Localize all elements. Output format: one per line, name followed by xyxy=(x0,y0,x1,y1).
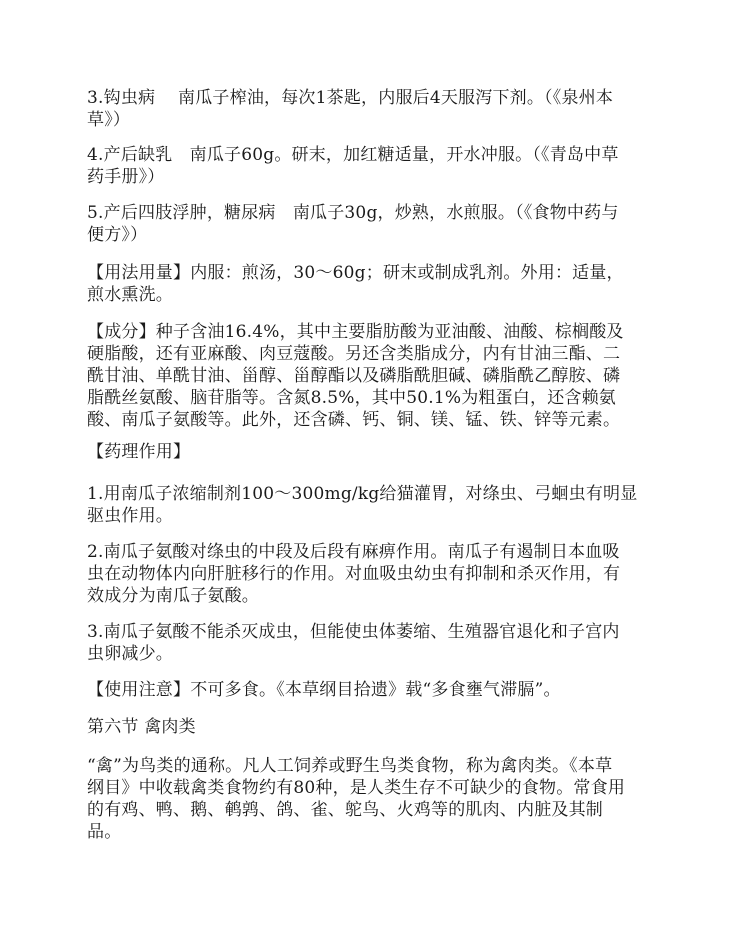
remedy-postpartum-edema xyxy=(87,202,645,246)
section-heading-poultry xyxy=(87,716,645,738)
text-line: 4.产后缺乳 南瓜子60g。研末，加红糖适量，开水冲服。（《青岛中草 xyxy=(87,145,619,165)
text-line: 品。 xyxy=(87,822,122,842)
text-line: 酰甘油、单酰甘油、甾醇、甾醇酯以及磷脂酰胆碱、磷脂酰乙醇胺、磷 xyxy=(87,366,621,386)
text-line: 草》） xyxy=(87,110,131,130)
text-line: 虫在动物体内向肝脏移行的作用。对血吸虫幼虫有抑制和杀灭作用，有 xyxy=(87,564,621,584)
text-line: 3.南瓜子氨酸不能杀灭成虫，但能使虫体萎缩、生殖器官退化和子宫内 xyxy=(87,622,620,642)
text-line: 纲目》中收载禽类食物约有80种，是人类生存不可缺少的食物。常食用 xyxy=(87,778,626,798)
text-line: 酸、南瓜子氨酸等。此外，还含磷、钙、铜、镁、锰、铁、锌等元素。 xyxy=(87,410,621,430)
text-line: 1.用南瓜子浓缩制剂100～300mg/kg给猫灌胃，对绦虫、弓蛔虫有明显 xyxy=(87,484,638,504)
text-line: 的有鸡、鸭、鹅、鹌鹑、鸽、雀、鸵鸟、火鸡等的肌肉、内脏及其制 xyxy=(87,800,603,820)
text-line: 驱虫作用。 xyxy=(87,506,173,526)
pharmacology-item-1 xyxy=(87,483,645,527)
text-line: 3.钩虫病 南瓜子榨油，每次1茶匙，内服后4天服泻下剂。（《泉州本 xyxy=(87,88,614,108)
remedy-hookworm xyxy=(87,87,645,131)
composition-section xyxy=(87,321,645,431)
text-line: “禽”为鸟类的通称。凡人工饲养或野生鸟类食物，称为禽肉类。《本草 xyxy=(87,756,613,776)
text-line: 便方》） xyxy=(87,225,148,245)
text-line: 虫卵减少。 xyxy=(87,644,173,664)
text-line: 【成分】种子含油16.4%，其中主要脂肪酸为亚油酸、油酸、棕榈酸及 xyxy=(87,322,624,342)
pharmacology-heading xyxy=(87,441,645,463)
text-line: 脂酰丝氨酸、脑苷脂等。含氮8.5%，其中50.1%为粗蛋白，还含赖氨 xyxy=(87,388,616,408)
usage-dosage-section xyxy=(87,262,645,306)
poultry-intro xyxy=(87,755,645,843)
pharmacology-item-2 xyxy=(87,541,645,607)
text-line: 2.南瓜子氨酸对绦虫的中段及后段有麻痹作用。南瓜子有遏制日本血吸 xyxy=(87,542,620,562)
text-line: 效成分为南瓜子氨酸。 xyxy=(87,586,259,606)
remedy-postpartum-lactation xyxy=(87,144,645,188)
pharmacology-item-3 xyxy=(87,621,645,665)
text-line: 【药理作用】 xyxy=(87,442,191,462)
text-line: 第六节 禽肉类 xyxy=(87,717,196,737)
text-line: 煎水熏洗。 xyxy=(87,285,173,305)
text-line: 【用法用量】内服：煎汤，30～60g；研末或制成乳剂。外用：适量， xyxy=(87,263,624,283)
text-line: 药手册》） xyxy=(87,167,165,187)
text-line: 硬脂酸，还有亚麻酸、肉豆蔻酸。另还含类脂成分，内有甘油三酯、二 xyxy=(87,344,621,364)
text-line: 5.产后四肢浮肿，糖尿病 南瓜子30g，炒熟，水煎服。（《食物中药与 xyxy=(87,203,619,223)
text-line: 【使用注意】不可多食。《本草纲目拾遗》载“多食壅气滞膈”。 xyxy=(87,680,561,700)
precautions-section xyxy=(87,679,645,701)
